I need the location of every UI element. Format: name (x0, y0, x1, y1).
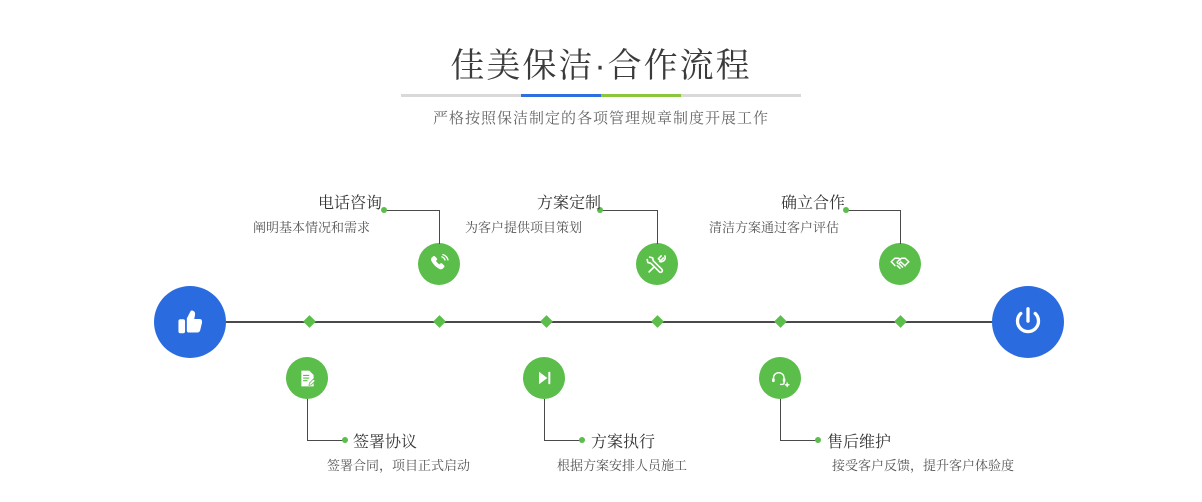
step-icon-5 (879, 243, 921, 285)
step-desc-2: 签署合同，项目正式启动 (327, 458, 471, 473)
axis-marker (651, 315, 664, 328)
connector-line (384, 210, 440, 211)
step-icon-6 (759, 357, 801, 399)
connector-line (600, 210, 658, 211)
phone-call-icon (428, 253, 450, 275)
divider-segment-green (601, 94, 681, 97)
step-desc-6: 接受客户反馈，提升客户体验度 (832, 458, 1015, 473)
connector-line (439, 210, 440, 244)
step-icon-4 (523, 357, 565, 399)
step-title-2: 签署协议 (353, 434, 418, 451)
step-title-3: 方案定制 (537, 195, 602, 212)
tools-icon (646, 253, 668, 275)
connector-line (900, 210, 901, 244)
step-desc-1: 阐明基本情况和需求 (253, 220, 371, 235)
thumbs-up-icon (172, 304, 208, 340)
end-node (992, 286, 1064, 358)
step-title-4: 方案执行 (591, 434, 656, 451)
step-title-6: 售后维护 (827, 434, 892, 451)
connector-line (846, 210, 901, 211)
handshake-icon (889, 253, 911, 275)
axis-marker (774, 315, 787, 328)
connector-line (307, 440, 345, 441)
step-desc-4: 根据方案安排人员施工 (557, 458, 688, 473)
connector-line (544, 440, 582, 441)
connector-line (657, 210, 658, 244)
axis-marker (303, 315, 316, 328)
axis-marker (894, 315, 907, 328)
divider-segment-right (681, 94, 801, 97)
support-agent-icon (770, 368, 791, 389)
title-divider (401, 94, 801, 97)
connector-endpoint (815, 437, 821, 443)
start-node (154, 286, 226, 358)
step-icon-3 (636, 243, 678, 285)
axis-marker (540, 315, 553, 328)
step-desc-3: 为客户提供项目策划 (465, 220, 583, 235)
divider-segment-left (401, 94, 521, 97)
connector-endpoint (579, 437, 585, 443)
document-edit-icon (297, 368, 318, 389)
step-icon-1 (418, 243, 460, 285)
page-subtitle: 严格按照保洁制定的各项管理规章制度开展工作 (432, 110, 769, 127)
power-icon (1010, 304, 1046, 340)
connector-line (780, 399, 781, 440)
connector-line (307, 399, 308, 440)
step-desc-5: 清洁方案通过客户评估 (709, 220, 840, 235)
step-title-1: 电话咨询 (318, 195, 383, 212)
divider-segment-blue (521, 94, 601, 97)
play-next-icon (534, 368, 554, 388)
axis-marker (433, 315, 446, 328)
connector-endpoint (342, 437, 348, 443)
connector-line (780, 440, 818, 441)
step-title-5: 确立合作 (781, 195, 846, 212)
step-icon-2 (286, 357, 328, 399)
page-title: 佳美保洁·合作流程 (450, 47, 752, 85)
connector-line (544, 399, 545, 440)
